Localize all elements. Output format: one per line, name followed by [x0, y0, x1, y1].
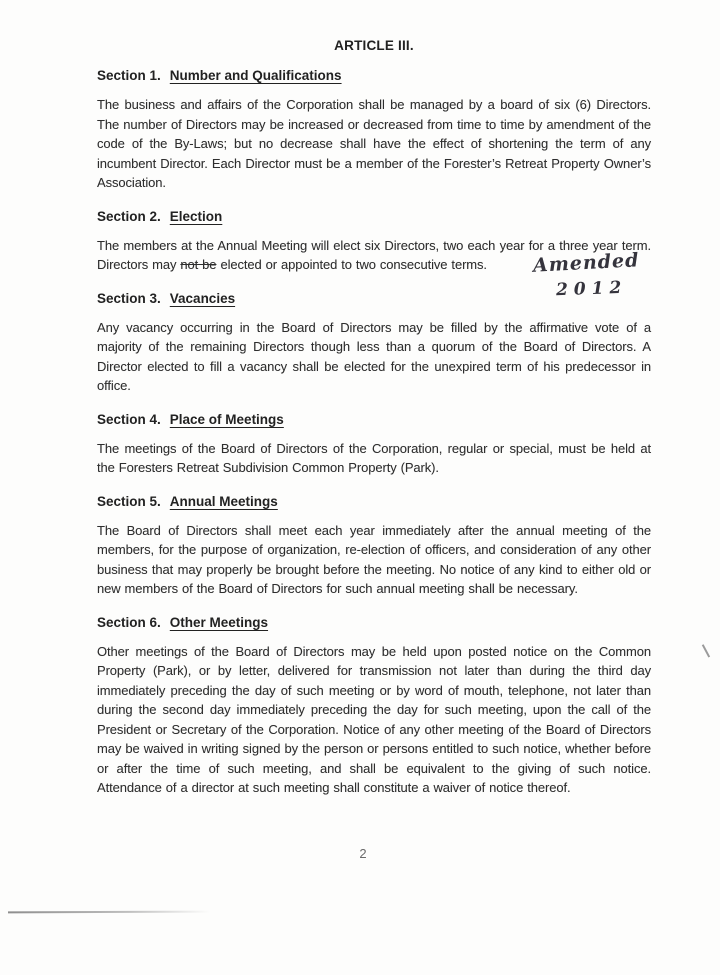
section-4-label: Section 4. — [97, 411, 161, 427]
section-3-title: Vacancies — [169, 290, 236, 306]
scan-artifact-diagonal-mark — [702, 644, 710, 657]
section-5-heading — [97, 493, 651, 510]
handwritten-year-note: 2012 — [555, 277, 628, 301]
handwritten-amended-note: Amended — [532, 249, 640, 277]
scan-artifact-horizontal-line — [8, 911, 210, 914]
section-4-body: The meetings of the Board of Directors of the Corporation, regular or special, must be held at the Foresters Retreat Subdivision Common Property (Park). — [97, 440, 651, 475]
section-6-heading — [97, 614, 651, 631]
section-1-label: Section 1. — [97, 68, 161, 83]
section-2-label: Section 2. — [97, 208, 161, 224]
section-5-label: Section 5. — [97, 493, 161, 509]
section-1-heading — [97, 67, 651, 84]
article-title: ARTICLE III. — [334, 38, 414, 53]
section-3-body: Any vacancy occurring in the Board of Directors may be filled by the affirmative vote of a majority of the remaining Directors though less than a quorum of the Board of Directors. A Director elected to fill a vacancy shall be elected for the unexpired term of his predecessor in office. — [97, 319, 651, 393]
section-6-title: Other Meetings — [169, 614, 269, 630]
struck-out-text: not be — [180, 257, 217, 272]
section-2-heading — [97, 208, 651, 225]
section-6-body: Other meetings of the Board of Directors may be held upon posted notice on the Common Property (Park), or by letter, delivered for transmission not later than during the third day immediately preceding the day of such meeting or by word of mouth, telephone, not later than during the second day immediately preceding the day for such meeting, upon the call of the President or Secretary of the Corporation. Notice of any other meeting of the Board of Directors may be waived in writing signed by the person or persons entitled to such notice, whether before or after the time of such meeting, and shall be equivalent to the giving of such notice. Attendance of a director at such meeting shall constitute a waiver of notice thereof. — [97, 643, 651, 795]
page-number: 2 — [359, 846, 367, 861]
section-2-body-after: elected or appointed to two consecutive terms. — [216, 257, 487, 272]
section-3-label: Section 3. — [97, 290, 161, 306]
section-2-body-before: The members at the Annual Meeting will elect six Directors, two each year for a three year term. Directors may — [97, 237, 651, 272]
section-2-title: Election — [169, 208, 223, 224]
section-4-title: Place of Meetings — [169, 411, 284, 427]
section-5-body: The Board of Directors shall meet each year immediately after the annual meeting of the members, for the purpose of organization, re-election of officers, and consideration of any other business that may properly be brought before the meeting. No notice of any kind to either old or new members of the Board of Directors for such annual meeting shall be necessary. — [97, 522, 651, 596]
document-content — [97, 38, 651, 813]
section-5-title: Annual Meetings — [169, 493, 278, 509]
section-6-label: Section 6. — [97, 614, 161, 630]
section-4-heading — [97, 411, 651, 428]
section-1-body: The business and affairs of the Corporation shall be managed by a board of six (6) Directors. The number of Directors may be increased or decreased from time to time by amendment of the code of the By-Laws; but no decrease shall have the effect of shortening the term of any incumbent Director. Each Director must be a member of the Forester’s Retreat Property Owner’s Association. — [97, 97, 651, 190]
section-1-title: Number and Qualifications — [169, 68, 342, 83]
